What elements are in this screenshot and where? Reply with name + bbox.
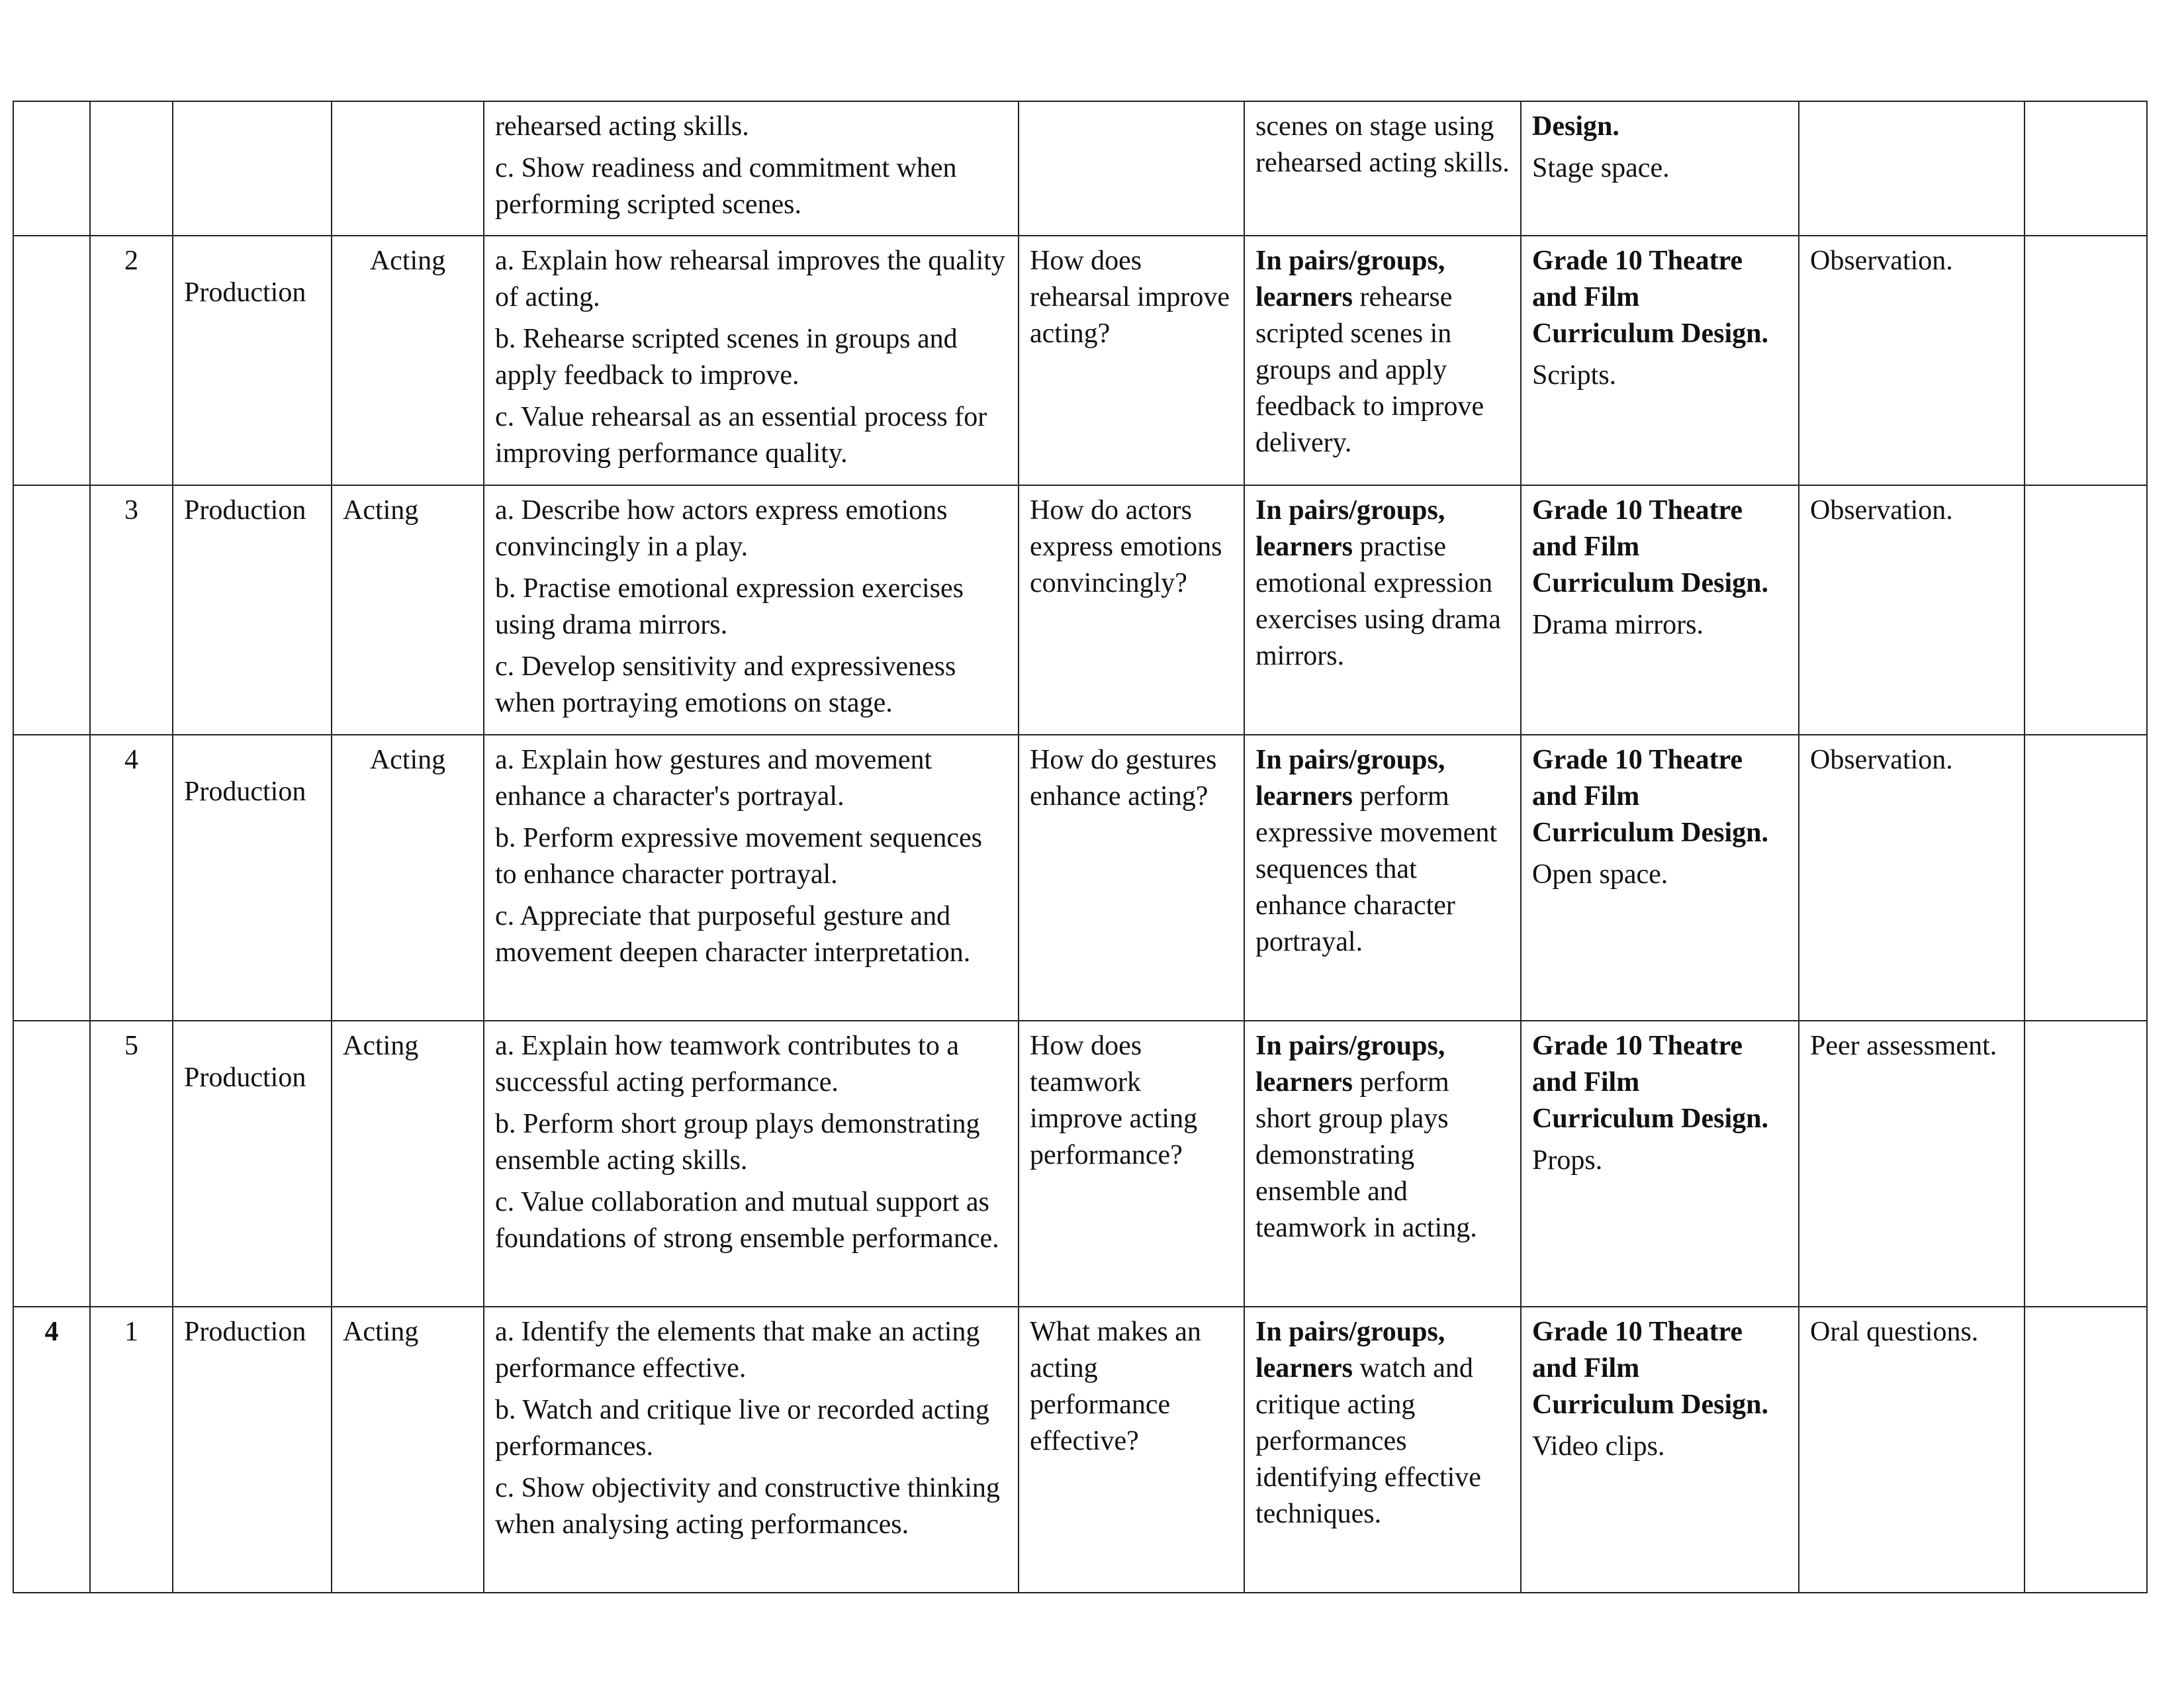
resources-cell	[1521, 236, 1799, 485]
outcome-item: a. Describe how actors express emotions convincingly in a play.	[495, 495, 948, 562]
learning-outcomes-cell	[484, 735, 1019, 1021]
learning-experiences-cell	[1244, 101, 1521, 236]
remarks-cell	[2025, 1307, 2147, 1593]
lesson-cell: 3	[90, 485, 173, 735]
outcome-item: a. Explain how rehearsal improves the quality of acting.	[495, 246, 1005, 312]
lesson-cell: 2	[90, 236, 173, 485]
remarks-cell	[2025, 236, 2147, 485]
resource-reference: Grade 10 Theatre and Film Curriculum Design.	[1532, 1031, 1768, 1134]
outcome-item: rehearsed acting skills.	[495, 111, 749, 142]
outcome-item: c. Value rehearsal as an essential process for improving performance quality.	[495, 402, 987, 469]
outcome-item: a. Identify the elements that make an acting performance effective.	[495, 1317, 980, 1383]
resource-reference: Grade 10 Theatre and Film Curriculum Design.	[1532, 246, 1768, 349]
resources-cell	[1521, 735, 1799, 1021]
week-cell: 4	[13, 1307, 90, 1593]
resource-item: Props.	[1532, 1145, 1603, 1176]
table-row	[13, 101, 2147, 236]
sub-strand-cell: Acting	[332, 1307, 484, 1593]
assessment-cell: Observation.	[1799, 735, 2025, 1021]
remarks-cell	[2025, 735, 2147, 1021]
strand-cell: Production	[173, 485, 332, 735]
inquiry-question-cell: How do gestures enhance acting?	[1019, 735, 1244, 1021]
week-cell	[13, 1021, 90, 1307]
activity-lead-text: In pairs/groups, learners	[1255, 1317, 1445, 1383]
assessment-cell	[1799, 101, 2025, 236]
resource-reference: Grade 10 Theatre and Film Curriculum Design.	[1532, 1317, 1768, 1420]
outcome-item: b. Watch and critique live or recorded acting performances.	[495, 1395, 989, 1462]
activity-text: perform short group plays demonstrating ensemble and teamwork in acting.	[1255, 1067, 1477, 1243]
activity-lead-text: In pairs/groups, learners	[1255, 1031, 1445, 1098]
lesson-cell: 1	[90, 1307, 173, 1593]
assessment-cell: Oral questions.	[1799, 1307, 2025, 1593]
week-cell	[13, 101, 90, 236]
assessment-cell: Peer assessment.	[1799, 1021, 2025, 1307]
inquiry-question-cell: How does rehearsal improve acting?	[1019, 236, 1244, 485]
resource-item: Drama mirrors.	[1532, 610, 1704, 640]
resource-item: Open space.	[1532, 859, 1668, 890]
learning-experiences-cell	[1244, 236, 1521, 485]
strand-cell: Production	[173, 236, 332, 485]
scheme-of-work-table	[13, 101, 2148, 1593]
outcome-item: c. Show readiness and commitment when performing scripted scenes.	[495, 153, 957, 220]
activity-text: watch and critique acting performances identifying effective techniques.	[1255, 1353, 1481, 1529]
activity-lead-text: In pairs/groups, learners	[1255, 246, 1445, 312]
outcome-item: b. Perform expressive movement sequences to enhance character portrayal.	[495, 823, 982, 890]
sub-strand-cell	[332, 101, 484, 236]
remarks-cell	[2025, 485, 2147, 735]
inquiry-question-cell	[1019, 101, 1244, 236]
outcome-item: c. Appreciate that purposeful gesture and movement deepen character interpretation.	[495, 901, 971, 968]
activity-text: practise emotional expression exercises using drama mirrors.	[1255, 532, 1501, 671]
sub-strand-cell: Acting	[332, 236, 484, 485]
activity-lead-text: In pairs/groups, learners	[1255, 745, 1445, 812]
table-row	[13, 236, 2147, 485]
week-cell	[13, 236, 90, 485]
outcome-item: a. Explain how teamwork contributes to a successful acting performance.	[495, 1031, 959, 1098]
learning-experiences-cell	[1244, 485, 1521, 735]
resource-reference: Design.	[1532, 111, 1619, 142]
assessment-cell: Observation.	[1799, 485, 2025, 735]
resource-reference: Grade 10 Theatre and Film Curriculum Design.	[1532, 745, 1768, 848]
learning-experiences-cell	[1244, 735, 1521, 1021]
outcome-item: b. Rehearse scripted scenes in groups and apply feedback to improve.	[495, 324, 958, 391]
assessment-cell: Observation.	[1799, 236, 2025, 485]
outcome-item: c. Value collaboration and mutual support as foundations of strong ensemble performance.	[495, 1187, 999, 1254]
week-cell	[13, 735, 90, 1021]
resources-cell	[1521, 1021, 1799, 1307]
resource-item: Scripts.	[1532, 360, 1617, 391]
outcome-item: c. Show objectivity and constructive thinking when analysing acting performances.	[495, 1473, 1000, 1540]
remarks-cell	[2025, 101, 2147, 236]
sub-strand-cell: Acting	[332, 485, 484, 735]
resources-cell	[1521, 101, 1799, 236]
lesson-cell: 5	[90, 1021, 173, 1307]
outcome-item: b. Perform short group plays demonstrating ensemble acting skills.	[495, 1109, 980, 1176]
learning-outcomes-cell	[484, 1021, 1019, 1307]
strand-cell: Production	[173, 1307, 332, 1593]
resources-cell	[1521, 485, 1799, 735]
lesson-cell: 4	[90, 735, 173, 1021]
learning-outcomes-cell	[484, 485, 1019, 735]
activity-text: perform expressive movement sequences that enhance character portrayal.	[1255, 781, 1498, 957]
activity-lead-text: In pairs/groups, learners	[1255, 495, 1445, 562]
activity-text: rehearse scripted scenes in groups and apply feedback to improve delivery.	[1255, 282, 1484, 458]
inquiry-question-cell: How do actors express emotions convincingly?	[1019, 485, 1244, 735]
strand-cell	[173, 101, 332, 236]
learning-outcomes-cell	[484, 236, 1019, 485]
table-row	[13, 1021, 2147, 1307]
resource-item: Video clips.	[1532, 1431, 1665, 1462]
resources-cell	[1521, 1307, 1799, 1593]
remarks-cell	[2025, 1021, 2147, 1307]
lesson-cell	[90, 101, 173, 236]
outcome-item: a. Explain how gestures and movement enhance a character's portrayal.	[495, 745, 933, 812]
learning-outcomes-cell	[484, 1307, 1019, 1593]
week-cell	[13, 485, 90, 735]
inquiry-question-cell: How does teamwork improve acting performance?	[1019, 1021, 1244, 1307]
inquiry-question-cell: What makes an acting performance effective?	[1019, 1307, 1244, 1593]
activity-text: scenes on stage using rehearsed acting skills.	[1255, 111, 1510, 178]
learning-experiences-cell	[1244, 1021, 1521, 1307]
resource-reference: Grade 10 Theatre and Film Curriculum Design.	[1532, 495, 1768, 598]
learning-experiences-cell	[1244, 1307, 1521, 1593]
sub-strand-cell: Acting	[332, 1021, 484, 1307]
sub-strand-cell: Acting	[332, 735, 484, 1021]
table-row	[13, 1307, 2147, 1593]
outcome-item: b. Practise emotional expression exercises using drama mirrors.	[495, 573, 964, 640]
resource-item: Stage space.	[1532, 153, 1670, 183]
table-row	[13, 485, 2147, 735]
table-row	[13, 735, 2147, 1021]
strand-cell: Production	[173, 735, 332, 1021]
strand-cell: Production	[173, 1021, 332, 1307]
learning-outcomes-cell	[484, 101, 1019, 236]
outcome-item: c. Develop sensitivity and expressiveness when portraying emotions on stage.	[495, 651, 956, 718]
